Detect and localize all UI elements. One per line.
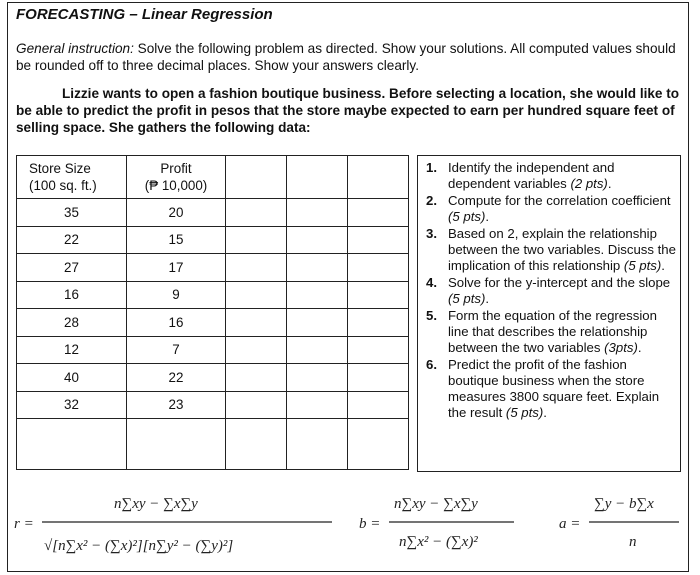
data-table	[16, 155, 409, 470]
table-row	[17, 281, 409, 309]
a-numerator: ∑y − b∑x	[594, 496, 654, 512]
question-item: 4. Solve for the y-intercept and the slope (5 pts).	[426, 275, 671, 306]
instruction-label: General instruction:	[16, 41, 134, 56]
slope-formula	[359, 496, 514, 550]
table-blank-row	[17, 419, 409, 470]
page-title: FORECASTING – Linear Regression	[16, 6, 273, 23]
profit-cell: 22	[127, 364, 226, 392]
store-size-cell: 32	[17, 391, 127, 419]
table-row	[17, 364, 409, 392]
store-size-cell: 27	[17, 254, 127, 282]
problem-statement	[16, 85, 688, 136]
instruction-text: Solve the following problem as directed. Show your solutions. All computed values should be rounded off to three decimal places. Show your answers clearly.	[16, 41, 676, 73]
profit-cell: 17	[127, 254, 226, 282]
empty-cell	[287, 156, 348, 199]
table-row	[17, 336, 409, 364]
profit-cell: 20	[127, 199, 226, 227]
table-row	[17, 391, 409, 419]
profit-cell: 15	[127, 226, 226, 254]
store-size-cell: 28	[17, 309, 127, 337]
table-row	[17, 199, 409, 227]
a-lhs: a =	[559, 516, 581, 532]
r-numerator: n∑xy − ∑x∑y	[114, 496, 198, 512]
table-row	[17, 309, 409, 337]
header-profit: Profit (₱ 10,000)	[127, 156, 226, 199]
a-denominator: n	[629, 534, 637, 550]
correlation-formula	[14, 496, 332, 554]
header-store-size: Store Size (100 sq. ft.)	[17, 156, 127, 199]
problem-text: Lizzie wants to open a fashion boutique business. Before selecting a location, she would like to be able to predict the profit in pesos that the store maybe expected to earn per hundred square feet of selling space. She gathers the following data:	[16, 86, 680, 135]
store-size-cell: 35	[17, 199, 127, 227]
table-row	[17, 254, 409, 282]
profit-cell: 16	[127, 309, 226, 337]
question-item: 6. Predict the profit of the fashion boutique business when the store measures 3800 square feet. Explain the result (5 pts).	[426, 357, 660, 420]
b-denominator: n∑x² − (∑x)²	[399, 534, 478, 550]
general-instruction	[16, 40, 676, 74]
question-item: 3. Based on 2, explain the relationship between the two variables. Discuss the implication of this relationship (5 pts).	[426, 226, 676, 273]
question-item: 5. Form the equation of the regression line that describes the relationship between the two variables (3pts).	[426, 308, 657, 355]
table-header-row	[17, 156, 409, 199]
question-item: 2. Compute for the correlation coefficient (5 pts).	[426, 193, 671, 224]
profit-cell: 23	[127, 391, 226, 419]
formulas	[14, 484, 694, 568]
r-lhs: r =	[14, 516, 34, 532]
profit-cell: 9	[127, 281, 226, 309]
profit-cell: 7	[127, 336, 226, 364]
questions-list	[426, 160, 678, 422]
store-size-cell: 22	[17, 226, 127, 254]
question-item: 1. Identify the independent and dependent variables (2 pts).	[426, 160, 615, 191]
empty-cell	[226, 156, 287, 199]
b-numerator: n∑xy − ∑x∑y	[394, 496, 478, 512]
empty-cell	[348, 156, 409, 199]
intercept-formula	[559, 496, 679, 550]
store-size-cell: 40	[17, 364, 127, 392]
table-row	[17, 226, 409, 254]
store-size-cell: 16	[17, 281, 127, 309]
r-denominator: √[n∑x² − (∑x)²][n∑y² − (∑y)²]	[44, 538, 234, 554]
store-size-cell: 12	[17, 336, 127, 364]
b-lhs: b =	[359, 516, 381, 532]
